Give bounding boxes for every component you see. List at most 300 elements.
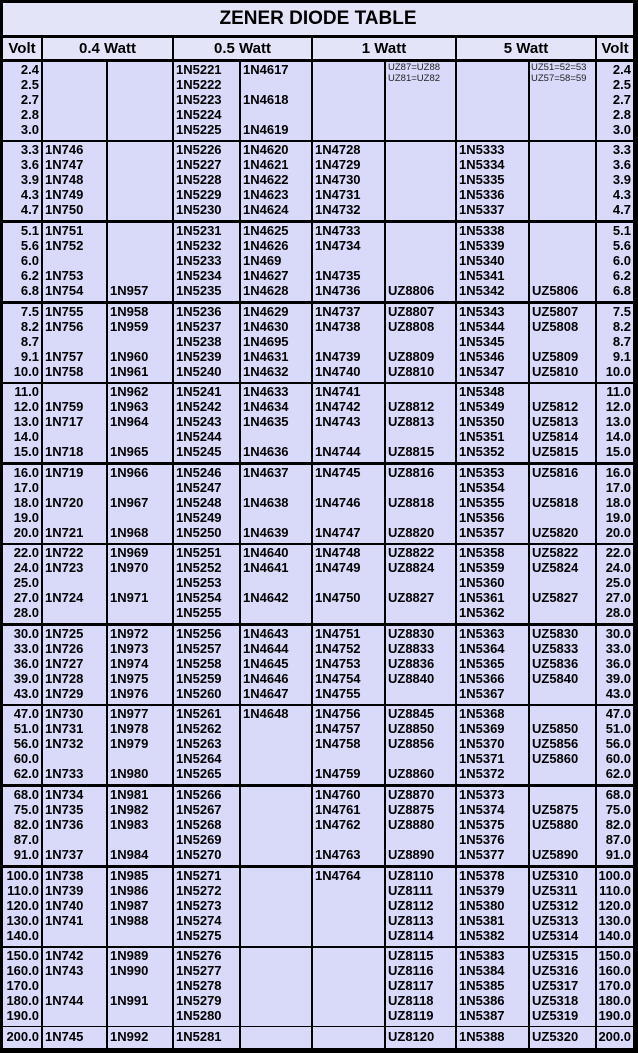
table-entry	[459, 62, 528, 77]
table-entry: 1N981	[110, 787, 149, 802]
table-entry: 1N4637	[243, 465, 289, 480]
table-entry: 1N5345	[459, 334, 505, 349]
table-entry: UZ8116	[388, 963, 434, 978]
table-entry	[388, 202, 455, 217]
table-entry	[45, 384, 106, 399]
w05-b-cell	[241, 465, 311, 543]
table-entry: 1N5335	[459, 172, 505, 187]
table-entry	[243, 847, 311, 862]
table-entry: 1N4729	[315, 157, 361, 172]
table-entry: 6.2	[612, 268, 631, 283]
w04-a-cell	[43, 1027, 106, 1048]
table-entry: 1N738	[45, 868, 84, 883]
table-entry: 1N965	[110, 444, 149, 459]
table-entry	[243, 883, 311, 898]
table-entry: 15.0	[13, 444, 39, 459]
table-entry	[315, 963, 384, 978]
table-entry	[243, 721, 311, 736]
table-entry: 82.0	[605, 817, 631, 832]
table-entry: UZ8818	[388, 495, 435, 510]
table-entry: 1N5258	[176, 656, 222, 671]
table-entry: 1N5364	[459, 641, 505, 656]
table-entry: 1N5339	[459, 238, 505, 253]
table-entry	[45, 77, 106, 92]
table-entry	[532, 238, 595, 253]
table-entry: 1N4749	[315, 560, 361, 575]
table-entry: 13.0	[605, 414, 631, 429]
table-entry: 62.0	[13, 766, 39, 781]
w1-a-cell	[313, 787, 384, 865]
table-entry: 20.0	[605, 525, 631, 540]
table-entry: 1N720	[45, 495, 84, 510]
table-entry	[45, 253, 106, 268]
volt-right-cell	[597, 626, 633, 704]
volt-right-cell	[597, 384, 633, 462]
table-entry: UZ8845	[388, 706, 435, 721]
table-entry: 2.8	[20, 107, 39, 122]
table-entry: 1N4751	[315, 626, 361, 641]
table-entry: 1N5236	[176, 304, 222, 319]
w04-b-cell	[108, 948, 172, 1026]
w5-b-cell	[530, 706, 595, 784]
table-entry: 1N961	[110, 364, 149, 379]
table-entry: 1N5275	[176, 928, 222, 943]
w1-a-cell	[313, 304, 384, 382]
table-entry: 1N4736	[315, 283, 361, 298]
table-entry: 1N4757	[315, 721, 361, 736]
w1-a-cell	[313, 706, 384, 784]
table-entry: 1N5278	[176, 978, 222, 993]
table-entry	[532, 223, 595, 238]
table-entry: 1N5256	[176, 626, 222, 641]
w04-a-cell	[43, 948, 106, 1026]
table-entry: UZ8807	[388, 304, 435, 319]
table-entry	[388, 107, 455, 122]
table-entry: 1N986	[110, 883, 149, 898]
table-entry: 1N5361	[459, 590, 505, 605]
table-entry: 1N5254	[176, 590, 222, 605]
table-entry: 25.0	[605, 575, 631, 590]
table-entry: 5.1	[612, 223, 631, 238]
table-entry: 1N5260	[176, 686, 222, 701]
table-entry: 3.0	[612, 122, 631, 137]
table-entry: 3.6	[612, 157, 631, 172]
table-entry	[388, 686, 455, 701]
table-entry: 1N5228	[176, 172, 222, 187]
table-entry: 16.0	[13, 465, 39, 480]
table-entry: UZ5890	[532, 847, 579, 862]
table-entry: 1N5265	[176, 766, 222, 781]
table-entry: 5.6	[20, 238, 39, 253]
table-entry	[388, 429, 455, 444]
table-entry: 1N968	[110, 525, 149, 540]
table-entry	[532, 706, 595, 721]
table-entry: UZ5806	[532, 283, 579, 298]
table-entry: 1N5263	[176, 736, 222, 751]
table-entry: 56.0	[605, 736, 631, 751]
w1-a-cell	[313, 62, 384, 140]
table-entry	[243, 77, 311, 92]
table-entry: 1N976	[110, 686, 149, 701]
table-entry: 1N5231	[176, 223, 222, 238]
header-0-4-watt: 0.4 Watt	[43, 38, 172, 59]
table-entry: 1N4648	[243, 706, 289, 721]
table-entry: 1N5348	[459, 384, 505, 399]
table-entry: 1N4752	[315, 641, 361, 656]
table-entry	[110, 238, 172, 253]
w5-a-cell	[457, 304, 528, 382]
table-entry: 2.5	[612, 77, 631, 92]
table-entry	[532, 268, 595, 283]
table-entry: 1N5248	[176, 495, 222, 510]
table-entry: UZ5830	[532, 626, 579, 641]
table-entry	[532, 157, 595, 172]
table-entry: 1N4754	[315, 671, 361, 686]
table-entry	[243, 802, 311, 817]
table-entry: 1N5226	[176, 142, 222, 157]
table-entry: 1N730	[45, 706, 84, 721]
table-entry: 1N971	[110, 590, 149, 605]
table-entry	[315, 253, 384, 268]
table-entry: 1N4730	[315, 172, 361, 187]
w1-a-cell	[313, 626, 384, 704]
table-entry: 1N732	[45, 736, 84, 751]
volt-left-cell	[3, 787, 41, 865]
w05-a-cell	[174, 142, 239, 220]
w05-b-cell	[241, 62, 311, 140]
table-entry: 1N5343	[459, 304, 505, 319]
table-entry	[315, 978, 384, 993]
table-entry	[243, 868, 311, 883]
table-entry: 1N4734	[315, 238, 361, 253]
w04-b-cell	[108, 223, 172, 301]
table-entry: 1N754	[45, 283, 84, 298]
table-entry: 1N5372	[459, 766, 505, 781]
table-entry	[388, 510, 455, 525]
table-entry: 1N5371	[459, 751, 505, 766]
volt-left-cell	[3, 304, 41, 382]
table-entry: 1N469	[243, 253, 282, 268]
table-entry: 1N5269	[176, 832, 222, 847]
table-entry: 1N4638	[243, 495, 289, 510]
table-entry: 1N5271	[176, 868, 222, 883]
table-entry: 1N4738	[315, 319, 361, 334]
table-entry: 1N4633	[243, 384, 289, 399]
table-entry: 200.0	[6, 1029, 39, 1044]
table-entry: 17.0	[605, 480, 631, 495]
table-entry: 24.0	[13, 560, 39, 575]
table-entry: 25.0	[13, 575, 39, 590]
table-entry: 1N958	[110, 304, 149, 319]
table-entry	[110, 751, 172, 766]
table-entry: 4.7	[20, 202, 39, 217]
table-entry: 1N4760	[315, 787, 361, 802]
table-entry: 1N719	[45, 465, 84, 480]
table-entry	[110, 172, 172, 187]
table-entry: 1N5387	[459, 1008, 505, 1023]
table-entry	[388, 605, 455, 620]
table-entry: 1N5370	[459, 736, 505, 751]
w5-a-cell	[457, 62, 528, 140]
table-entry: 150.0	[598, 948, 631, 963]
table-entry	[110, 268, 172, 283]
table-entry: 1N5264	[176, 751, 222, 766]
table-entry: 8.2	[612, 319, 631, 334]
table-entry: UZ8110	[388, 868, 434, 883]
w04-a-cell	[43, 545, 106, 623]
table-entry: 1N4745	[315, 465, 361, 480]
table-entry	[243, 928, 311, 943]
w05-b-cell	[241, 223, 311, 301]
table-entry: 30.0	[13, 626, 39, 641]
table-entry	[110, 605, 172, 620]
table-entry: 1N5257	[176, 641, 222, 656]
table-entry: 1N4756	[315, 706, 361, 721]
table-entry	[45, 928, 106, 943]
table-entry	[388, 238, 455, 253]
table-entry: 1N5353	[459, 465, 505, 480]
table-entry: 1N5333	[459, 142, 505, 157]
volt-right-cell	[597, 465, 633, 543]
table-entry: UZ8112	[388, 898, 434, 913]
w5-b-cell	[530, 465, 595, 543]
table-entry: UZ8812	[388, 399, 435, 414]
table-entry: 1N5276	[176, 948, 222, 963]
table-entry: UZ8850	[388, 721, 435, 736]
table-entry: 28.0	[13, 605, 39, 620]
table-entry	[532, 187, 595, 202]
table-entry: UZ8118	[388, 993, 434, 1008]
w1-a-cell	[313, 545, 384, 623]
table-entry: 120.0	[6, 898, 39, 913]
table-entry: 87.0	[605, 832, 631, 847]
table-entry: 1N5374	[459, 802, 505, 817]
table-entry: 56.0	[13, 736, 39, 751]
table-entry	[388, 334, 455, 349]
header-volt-right: Volt	[597, 38, 633, 59]
table-entry: UZ8808	[388, 319, 435, 334]
table-entry: 1N5377	[459, 847, 505, 862]
volt-right-cell	[597, 62, 633, 140]
table-entry: 1N969	[110, 545, 149, 560]
table-entry: 4.7	[612, 202, 631, 217]
table-entry: UZ5320	[532, 1029, 579, 1044]
table-entry: 1N4731	[315, 187, 361, 202]
table-entry: UZ5809	[532, 349, 579, 364]
table-entry: 1N5223	[176, 92, 222, 107]
table-entry: 1N4744	[315, 444, 361, 459]
table-entry: 1N739	[45, 883, 84, 898]
w04-b-cell	[108, 384, 172, 462]
table-entry: 200.0	[598, 1029, 631, 1044]
table-entry: 1N4645	[243, 656, 289, 671]
table-entry	[45, 429, 106, 444]
volt-left-cell	[3, 62, 41, 140]
table-entry: 51.0	[605, 721, 631, 736]
table-entry: 1N5337	[459, 202, 505, 217]
table-entry: 1N728	[45, 671, 84, 686]
table-entry: 140.0	[6, 928, 39, 943]
table-entry	[110, 157, 172, 172]
table-entry: 1N5230	[176, 202, 222, 217]
table-entry: UZ5815	[532, 444, 579, 459]
table-entry: UZ5814	[532, 429, 579, 444]
table-entry: 1N5349	[459, 399, 505, 414]
table-entry: 22.0	[605, 545, 631, 560]
table-entry: 4.3	[612, 187, 631, 202]
table-entry: 1N4625	[243, 223, 289, 238]
w5-b-cell	[530, 1027, 595, 1048]
table-entry: UZ5812	[532, 399, 579, 414]
table-entry: 1N4617	[243, 62, 289, 77]
table-entry	[388, 832, 455, 847]
table-entry: UZ8822	[388, 545, 435, 560]
table-entry: 60.0	[13, 751, 39, 766]
table-entry	[459, 92, 528, 107]
table-entry: UZ8833	[388, 641, 435, 656]
table-entry: 68.0	[605, 787, 631, 802]
table-entry: 5.1	[20, 223, 39, 238]
w1-a-cell	[313, 948, 384, 1026]
table-entry	[45, 1008, 106, 1023]
table-entry: 1N985	[110, 868, 149, 883]
w5-a-cell	[457, 1027, 528, 1048]
volt-right-cell	[597, 223, 633, 301]
table-entry: 1N5366	[459, 671, 505, 686]
table-entry	[315, 122, 384, 137]
table-entry: 18.0	[605, 495, 631, 510]
volt-right-cell	[597, 545, 633, 623]
volt-left-cell	[3, 706, 41, 784]
volt-left-cell	[3, 948, 41, 1026]
table-entry: 1N4741	[315, 384, 361, 399]
w1-b-cell	[386, 626, 455, 704]
table-entry: 1N5380	[459, 898, 505, 913]
table-entry: 19.0	[605, 510, 631, 525]
table-entry: 1N4732	[315, 202, 361, 217]
table-entry: 190.0	[6, 1008, 39, 1023]
table-entry: 160.0	[598, 963, 631, 978]
table-entry: 1N5270	[176, 847, 222, 862]
w05-b-cell	[241, 868, 311, 946]
table-entry: 1N5351	[459, 429, 505, 444]
table-entry	[45, 92, 106, 107]
table-entry: 1N4642	[243, 590, 289, 605]
table-entry: 2.7	[612, 92, 631, 107]
table-entry	[315, 883, 384, 898]
table-entry: UZ5318	[532, 993, 579, 1008]
volt-left-cell	[3, 384, 41, 462]
table-entry: 1N4733	[315, 223, 361, 238]
table-entry	[45, 605, 106, 620]
table-entry	[388, 223, 455, 238]
table-entry	[388, 122, 455, 137]
table-entry: 1N987	[110, 898, 149, 913]
table-entry: 1N726	[45, 641, 84, 656]
table-entry: 1N4753	[315, 656, 361, 671]
table-entry: 5.6	[612, 238, 631, 253]
table-entry: 1N5234	[176, 268, 222, 283]
table-entry	[110, 253, 172, 268]
w5-a-cell	[457, 142, 528, 220]
table-entry: 1N4643	[243, 626, 289, 641]
table-entry	[110, 107, 172, 122]
table-entry: 3.3	[20, 142, 39, 157]
table-entry	[45, 334, 106, 349]
table-entry: 7.5	[612, 304, 631, 319]
table-entry: 1N972	[110, 626, 149, 641]
table-entry: 2.4	[20, 62, 39, 77]
table-entry	[388, 575, 455, 590]
w04-b-cell	[108, 1027, 172, 1048]
table-entry	[45, 751, 106, 766]
w5-a-cell	[457, 465, 528, 543]
w04-a-cell	[43, 142, 106, 220]
table-entry: 1N4630	[243, 319, 289, 334]
table-entry: UZ8830	[388, 626, 435, 641]
table-entry	[110, 575, 172, 590]
w04-a-cell	[43, 626, 106, 704]
table-entry	[45, 62, 106, 77]
table-entry: 1N5342	[459, 283, 505, 298]
w04-b-cell	[108, 706, 172, 784]
table-entry: 1N5340	[459, 253, 505, 268]
table-entry: 1N723	[45, 560, 84, 575]
table-entry: 9.1	[612, 349, 631, 364]
volt-left-cell	[3, 465, 41, 543]
table-entry: 11.0	[606, 384, 631, 399]
table-entry	[388, 92, 455, 107]
table-entry: 1N740	[45, 898, 84, 913]
table-entry: 1N4758	[315, 736, 361, 751]
table-entry: UZ8836	[388, 656, 435, 671]
w04-b-cell	[108, 868, 172, 946]
table-entry: 1N5227	[176, 157, 222, 172]
table-entry: 2.7	[20, 92, 39, 107]
table-entry: 1N4627	[243, 268, 289, 283]
table-entry: 1N4750	[315, 590, 361, 605]
table-entry: 1N957	[110, 283, 149, 298]
table-entry: 82.0	[13, 817, 39, 832]
table-entry: 1N4762	[315, 817, 361, 832]
table-entry: 6.0	[612, 253, 631, 268]
w05-b-cell	[241, 1027, 311, 1048]
table-entry: 170.0	[6, 978, 39, 993]
table-entry: 1N5368	[459, 706, 505, 721]
table-entry: UZ8840	[388, 671, 435, 686]
volt-left-cell	[3, 223, 41, 301]
table-entry: UZ5312	[532, 898, 579, 913]
w05-a-cell	[174, 787, 239, 865]
header-1-watt: 1 Watt	[313, 38, 455, 59]
table-entry: 1N5243	[176, 414, 222, 429]
table-entry: 1N733	[45, 766, 84, 781]
table-entry: 1N5238	[176, 334, 222, 349]
table-entry: 2.8	[612, 107, 631, 122]
w04-a-cell	[43, 304, 106, 382]
table-entry: 75.0	[13, 802, 39, 817]
table-entry	[532, 334, 595, 349]
table-entry: 1N743	[45, 963, 84, 978]
table-entry: 1N970	[110, 560, 149, 575]
table-entry: 1N4639	[243, 525, 289, 540]
volt-right-cell	[597, 868, 633, 946]
table-entry: UZ5836	[532, 656, 579, 671]
w05-a-cell	[174, 545, 239, 623]
table-entry: 27.0	[605, 590, 631, 605]
table-entry: 1N4735	[315, 268, 361, 283]
table-entry: 1N5232	[176, 238, 222, 253]
